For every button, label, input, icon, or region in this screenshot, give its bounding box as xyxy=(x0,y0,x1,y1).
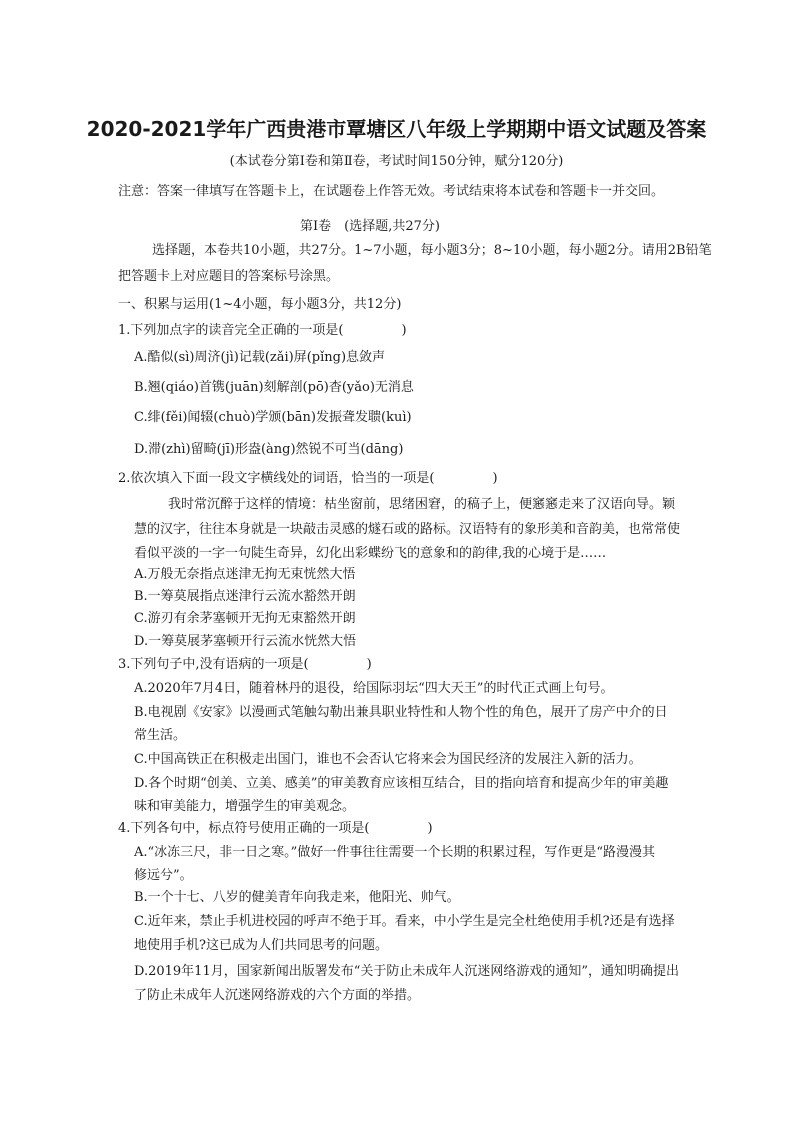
question-3-text: 3.下列句子中,没有语病的一项是( xyxy=(118,657,309,672)
question-4-option-c-line1: C.近年来，禁止手机进校园的呼声不绝于耳。看来，中小学生是完全杜绝使用手机?还是有选择 xyxy=(134,914,675,929)
question-3-option-b-line2: 常生活。 xyxy=(134,728,187,743)
question-1-stem xyxy=(118,322,407,340)
question-2-option-d: D.一筹莫展茅塞顿开行云流水恍然大悟 xyxy=(134,634,357,649)
question-1-option-c: C.绯(fěi)闻辍(chuò)学颁(bān)发振聋发聩(kuì) xyxy=(134,410,412,425)
exam-notice: 注意：答案一律填写在答题卡上，在试题卷上作答无效。考试结束将本试卷和答题卡一并交回。 xyxy=(118,184,665,199)
question-1-text: 1.下列加点字的读音完全正确的一项是( xyxy=(118,323,344,338)
question-4-option-c-line2: 地使用手机?这已成为人们共同思考的问题。 xyxy=(134,938,388,953)
question-4-text: 4.下列各句中，标点符号使用正确的一项是( xyxy=(118,821,370,836)
question-2-option-c: C.游刃有余茅塞顿开无拘无束豁然开朗 xyxy=(134,611,356,626)
question-2-passage-line1: 我时常沉醉于这样的情境：枯坐窗前，思绪困窘，的稿子上，便窸窸走来了汉语向导。颖 xyxy=(168,497,676,512)
question-3-option-a: A.2020年7月4日，随着林丹的退役，给国际羽坛“四大天王”的时代正式画上句号。 xyxy=(134,681,614,696)
question-2-paren-close: ) xyxy=(492,471,498,486)
question-2-passage-line3: 看似平淡的一字一句陡生奇异，幻化出彩蝶纷飞的意象和的韵律,我的心境于是…… xyxy=(134,546,607,561)
question-4-option-a-line1: A.“冰冻三尺，非一日之寒。”做好一件事往往需要一个长期的积累过程，写作更是“路漫漫其 xyxy=(134,845,655,860)
question-1-option-a: A.酷似(sì)周济(jì)记载(zǎi)屏(pǐng)息敛声 xyxy=(134,350,386,365)
question-3-option-b-line1: B.电视剧《安家》以漫画式笔触勾勒出兼具职业特性和人物个性的角色，展开了房产中介的日 xyxy=(134,705,668,720)
document-subtitle: (本试卷分第Ⅰ卷和第Ⅱ卷，考试时间150分钟，赋分120分) xyxy=(229,154,564,169)
question-4-option-b: B.一个十七、八岁的健美青年向我走来，他阳光、帅气。 xyxy=(134,890,460,905)
question-2-option-b: B.一筹莫展指点迷津行云流水豁然开朗 xyxy=(134,589,356,604)
question-3-stem xyxy=(118,656,372,674)
question-4-option-d-line1: D.2019年11月，国家新闻出版署发布“关于防止未成年人沉迷网络游戏的通知”，通知明确提出 xyxy=(134,964,680,979)
question-2-passage-line2: 慧的汉字，往往本身就是一块敲击灵感的燧石或的路标。汉语特有的象形美和音韵美，也常常使 xyxy=(134,522,681,537)
question-4-stem xyxy=(118,820,433,838)
document-title: 2020-2021学年广西贵港市覃塘区八年级上学期期中语文试题及答案 xyxy=(86,117,707,141)
question-3-paren-close: ) xyxy=(366,657,372,672)
question-1-paren-close: ) xyxy=(401,323,407,338)
question-1-option-b: B.翘(qiáo)首镌(juān)刻解剖(pō)杳(yǎo)无消息 xyxy=(134,380,414,395)
section1-heading: 一、积累与运用(1~4小题，每小题3分，共12分) xyxy=(118,297,402,312)
question-3-option-d-line1: D.各个时期“创美、立美、感美”的审美教育应该相互结合，目的指向培育和提高少年的审美趣 xyxy=(134,776,669,791)
part1-heading: 第Ⅰ卷 (选择题,共27分) xyxy=(300,219,440,234)
question-2-text: 2.依次填入下面一段文字横线处的词语，恰当的一项是( xyxy=(118,471,435,486)
question-4-option-d-line2: 了防止未成年人沉迷网络游戏的六个方面的举措。 xyxy=(134,988,421,1003)
question-3-option-c: C.中国高铁正在积极走出国门，谁也不会否认它将来会为国民经济的发展注入新的活力。 xyxy=(134,752,642,767)
question-2-option-a: A.万般无奈指点迷津无拘无束恍然大悟 xyxy=(134,567,356,582)
question-4-option-a-line2: 修远兮”。 xyxy=(134,868,193,883)
question-2-stem xyxy=(118,470,498,488)
question-4-paren-close: ) xyxy=(427,821,433,836)
part1-intro-line2: 把答题卡上对应题目的答案标号涂黑。 xyxy=(118,269,340,284)
question-3-option-d-line2: 味和审美能力，增强学生的审美观念。 xyxy=(134,799,356,814)
part1-intro-line1: 选择题，本卷共10小题，共27分。1~7小题，每小题3分；8~10小题，每小题2分。请用2B铅笔 xyxy=(152,243,712,258)
question-1-option-d: D.滞(zhì)留畸(jī)形盎(àng)然锐不可当(dāng) xyxy=(134,442,404,457)
